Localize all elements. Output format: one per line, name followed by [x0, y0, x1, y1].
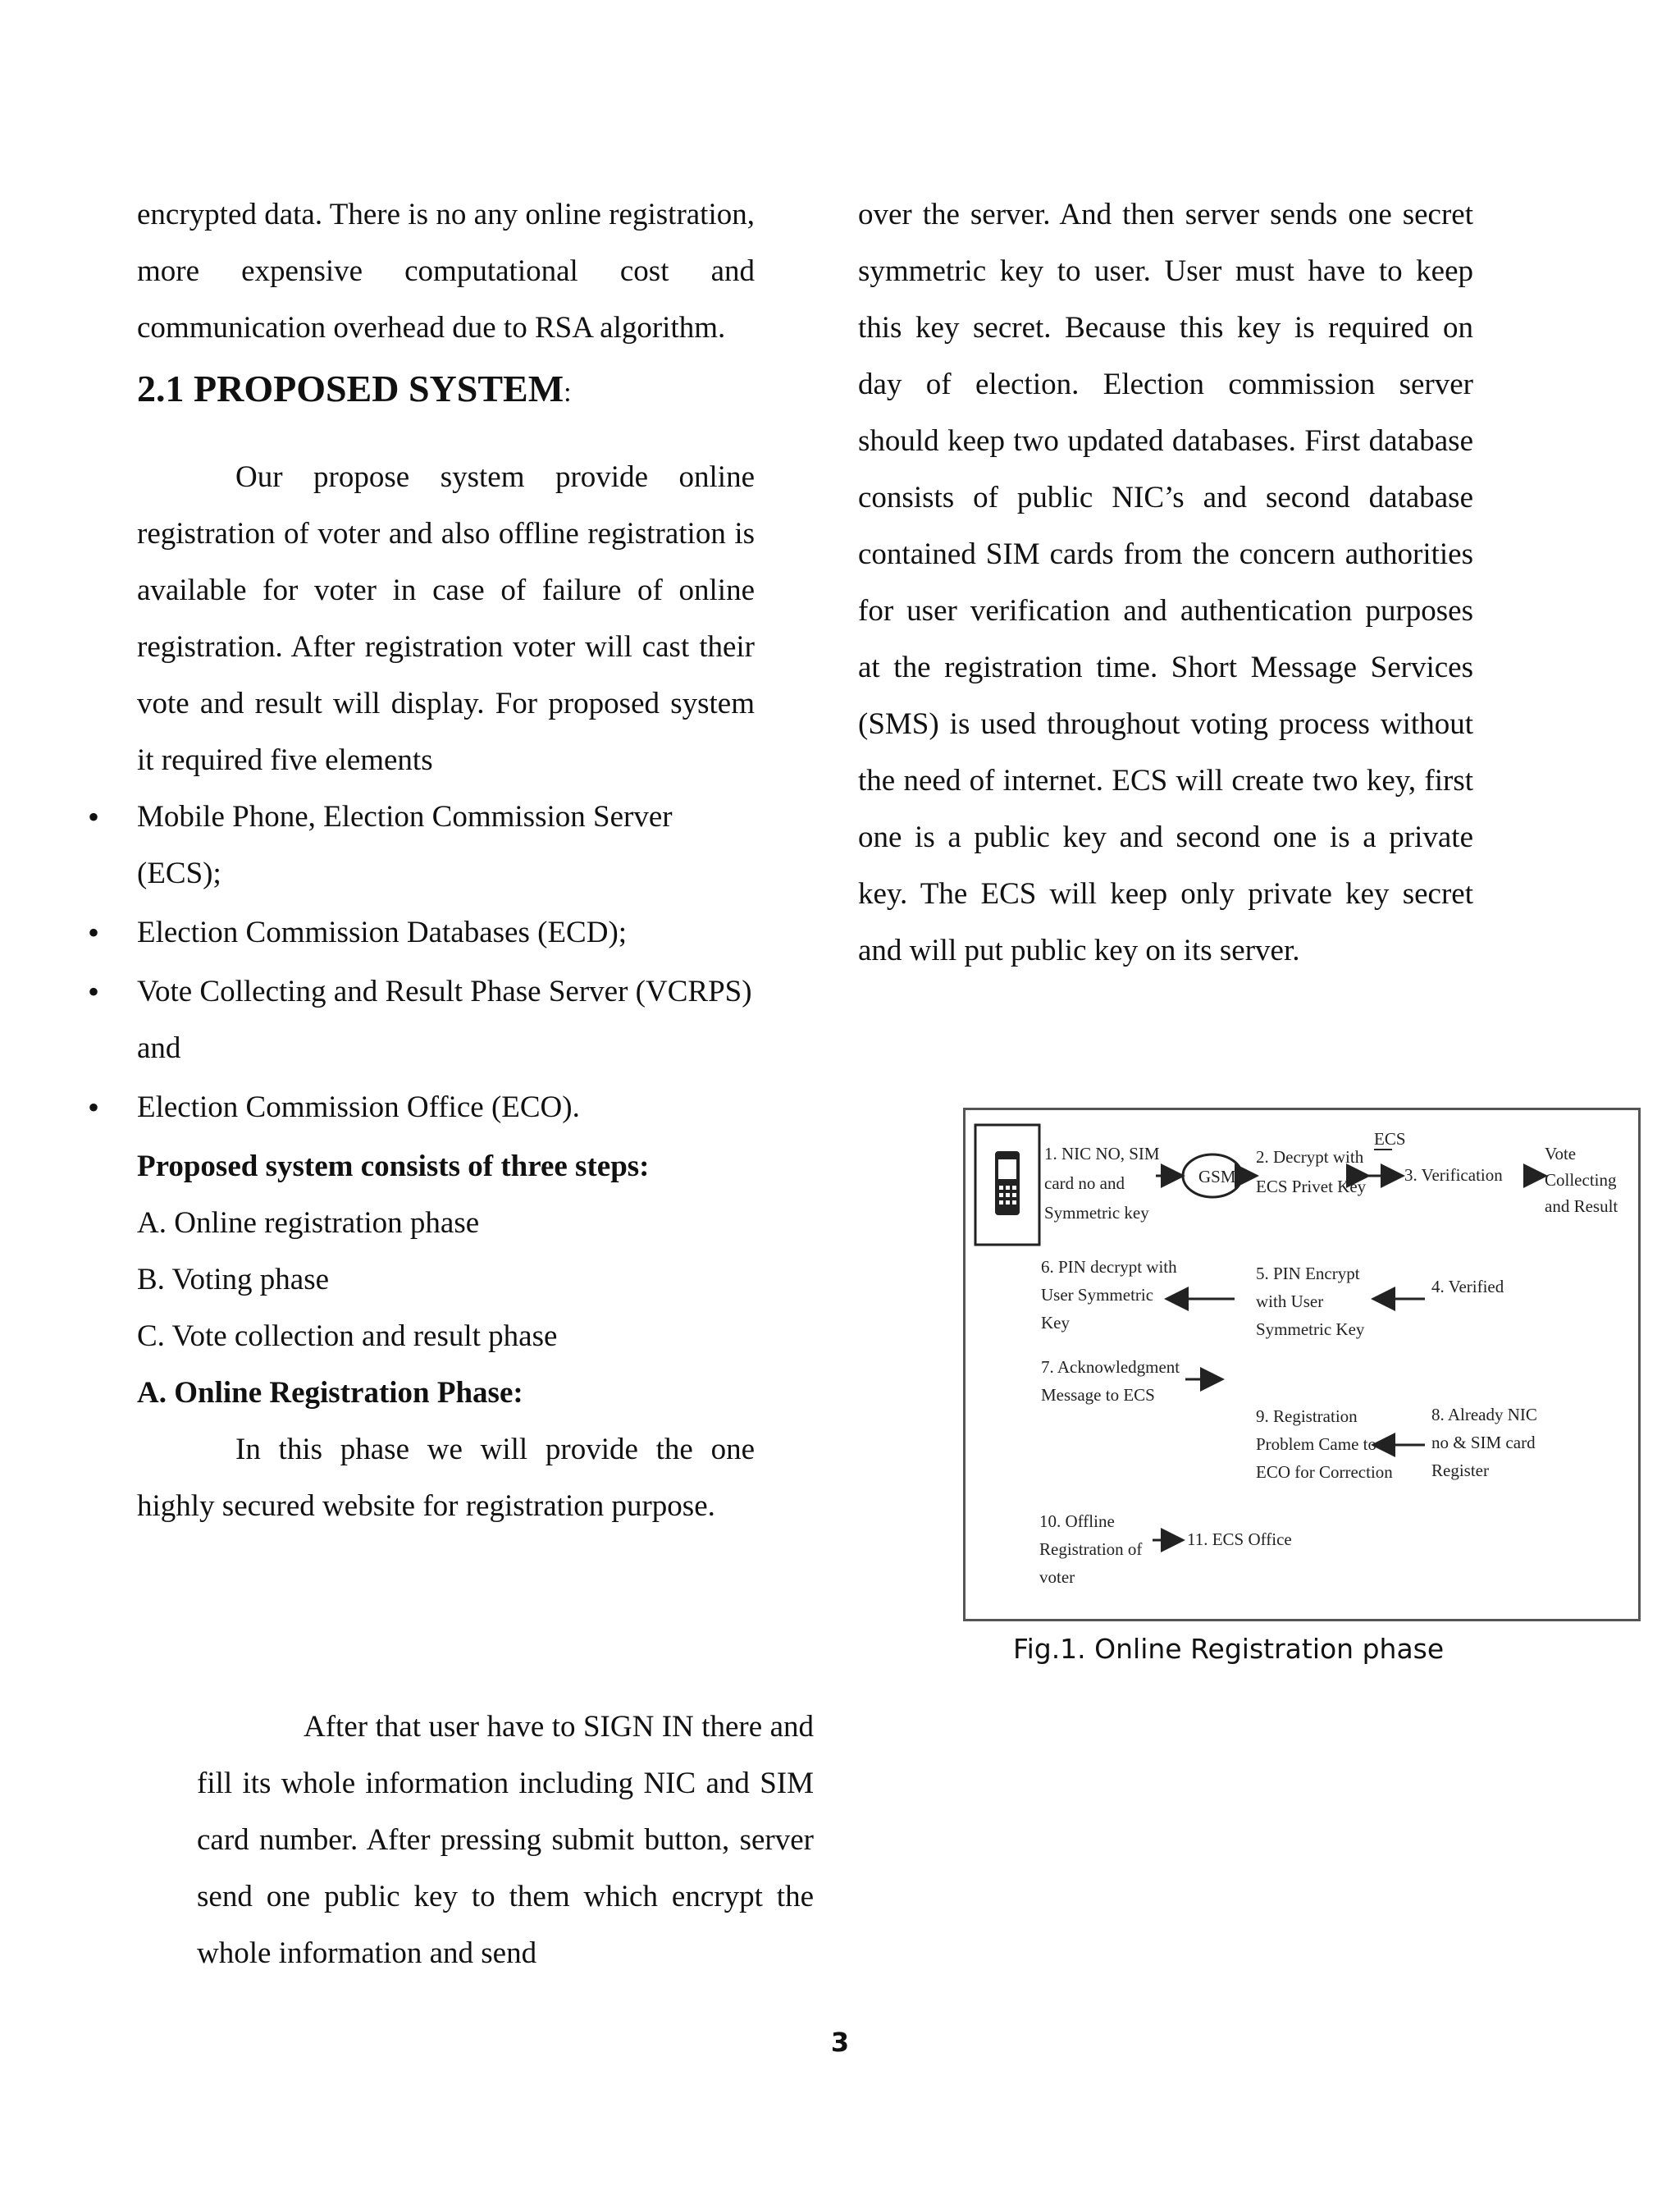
step6-line2: User Symmetric — [1041, 1285, 1154, 1305]
step9-line2: Problem Came to — [1256, 1434, 1376, 1454]
step3-label: 3. Verification — [1404, 1165, 1503, 1185]
step10-line2: Registration of — [1039, 1539, 1143, 1559]
step6-line3: Key — [1041, 1313, 1070, 1333]
elements-list — [137, 789, 755, 1136]
paragraph-proposed-system: Our propose system provide online registration of voter and also offline registration is available for voter in case of failure of online registration. After registration voter will cast their vote and result will display. For proposed system it required five elements — [137, 460, 755, 777]
vote-box-line2: Collecting — [1545, 1170, 1617, 1190]
page-number: 3 — [830, 2027, 850, 2058]
paragraph-intro: encrypted data. There is no any online registration, more expensive computational cost and communication overhead due to RSA algorithm. — [137, 198, 755, 345]
subsection-heading: A. Online Registration Phase: — [137, 1376, 523, 1410]
vote-box-line1: Vote — [1545, 1144, 1577, 1163]
gsm-label: GSM — [1198, 1167, 1236, 1186]
list-item: • Election Commission Databases (ECD); — [137, 904, 755, 961]
step1-line2: card no and — [1044, 1173, 1125, 1193]
step10-line3: voter — [1039, 1567, 1075, 1587]
right-column — [858, 186, 1473, 979]
mobile-phone-icon — [995, 1151, 1020, 1215]
left-column — [137, 186, 755, 1534]
step2-line2: ECS Privet Key — [1256, 1177, 1367, 1196]
flow-diagram — [966, 1110, 1638, 1619]
step-item: C. Vote collection and result phase — [137, 1319, 558, 1353]
list-item: • Mobile Phone, Election Commission Server (ECS); — [137, 789, 755, 902]
shifted-paragraph-block — [197, 1698, 814, 1982]
step5-line3: Symmetric Key — [1256, 1319, 1365, 1339]
spacer — [137, 426, 755, 449]
step5-line1: 5. PIN Encrypt — [1256, 1264, 1360, 1283]
paragraph-sign-in: After that user have to SIGN IN there and fill its whole information including NIC and SIM card number. After pressing submit button, server send one public key to them which encrypt the whole information and send — [197, 1710, 814, 1970]
list-item: • Vote Collecting and Result Phase Server (VCRPS) and — [137, 963, 755, 1077]
step11-label: 11. ECS Office — [1187, 1529, 1292, 1549]
step8-line1: 8. Already NIC — [1431, 1405, 1537, 1424]
step9-line1: 9. Registration — [1256, 1406, 1358, 1426]
step2-line1: 2. Decrypt with — [1256, 1147, 1364, 1167]
vote-box-line3: and Result — [1545, 1196, 1618, 1216]
step9-line3: ECO for Correction — [1256, 1462, 1393, 1482]
step7-line2: Message to ECS — [1041, 1385, 1155, 1405]
step8-line3: Register — [1431, 1461, 1489, 1480]
section-heading-text: 2.1 PROPOSED SYSTEM — [137, 368, 564, 409]
step-item: A. Online registration phase — [137, 1206, 480, 1240]
step6-line1: 6. PIN decrypt with — [1041, 1257, 1177, 1277]
step1-line3: Symmetric key — [1044, 1203, 1149, 1223]
list-item: • Election Commission Office (ECO). — [137, 1079, 755, 1136]
step4-label: 4. Verified — [1431, 1277, 1504, 1296]
figure-caption: Fig.1. Online Registration phase — [1013, 1633, 1445, 1665]
section-heading — [137, 356, 755, 426]
step10-line1: 10. Offline — [1039, 1511, 1115, 1531]
step-item: B. Voting phase — [137, 1263, 330, 1296]
step5-line2: with User — [1256, 1291, 1324, 1311]
step8-line2: no & SIM card — [1431, 1433, 1536, 1452]
steps-heading: Proposed system consists of three steps: — [137, 1150, 650, 1183]
paragraph-server-key: over the server. And then server sends one secret symmetric key to user. User must have to keep this key secret. Because this key is required on day of election. Election commission server should keep two updated databases. First database consists of public NIC’s and second database contained SIM cards from the concern authorities for user verification and authentication purposes at the registration time. Short Message Services (SMS) is used throughout voting process without the need of internet. ECS will create two key, first one is a public key and second one is a private key. The ECS will keep only private key secret and will put public key on its server. — [858, 198, 1473, 967]
section-heading-colon: : — [564, 377, 572, 408]
registration-flow-figure — [963, 1108, 1641, 1621]
step7-line1: 7. Acknowledgment — [1041, 1357, 1180, 1377]
ecs-label: ECS — [1374, 1129, 1406, 1149]
paragraph-registration: In this phase we will provide the one highly secured website for registration purpose. — [137, 1433, 755, 1523]
step1-line1: 1. NIC NO, SIM — [1044, 1144, 1160, 1163]
